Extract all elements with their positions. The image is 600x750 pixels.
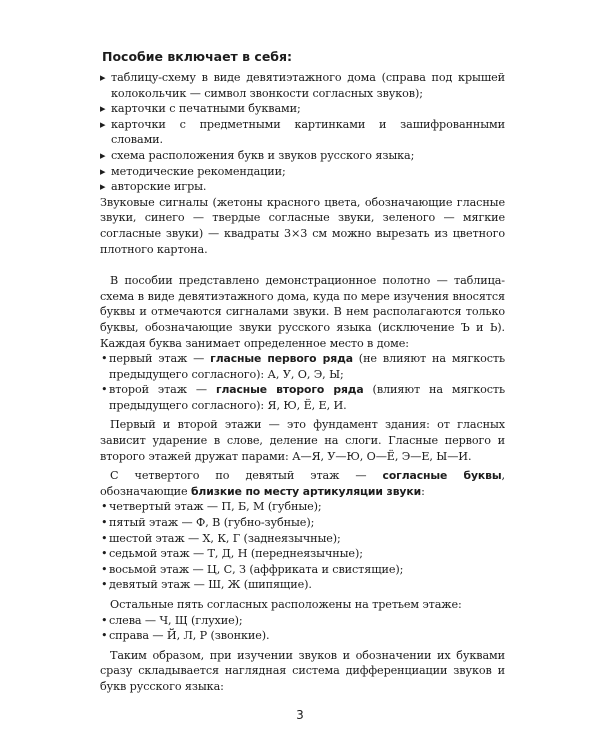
intro-paragraph: В пособии представлено демонстрационное полотно — таблица-схема в виде девятиэтажного дома, куда по мере изучения вносятся буквы и отмечаются сигналами звуки. В нем располагаются только буквы, обозначающие звуки русского языка (исключение Ъ и Ь). Каждая буква занимает определенное место в доме: <box>100 274 505 350</box>
consonants-intro-paragraph <box>100 468 505 499</box>
floor-description: (влияют на мягкость предыдущего согласного): Я, Ю, Ё, Е, И. <box>109 383 505 412</box>
list-item: ▸ авторские игры. <box>100 179 505 195</box>
third-floor-list <box>100 613 505 644</box>
list-item: ▸ методические рекомендации; <box>100 164 505 180</box>
list-item: ▸ схема расположения букв и звуков русского языка; <box>100 148 505 164</box>
conclusion-paragraph: Таким образом, при изучении звуков и обозначении их буквами сразу складывается наглядная система дифференциации звуков и букв русского языка: <box>100 648 505 693</box>
list-item <box>100 351 505 382</box>
kit-contents-list <box>100 70 505 195</box>
list-item: ▸ таблицу-схему в виде девятиэтажного дома (справа под крышей колокольчик — символ звонкости согласных звуков); <box>100 70 505 101</box>
list-item: • пятый этаж — Ф, В (губно-зубные); <box>100 515 505 531</box>
list-item: • четвертый этаж — П, Б, М (губные); <box>100 499 505 515</box>
vowel-floors-list <box>100 351 505 413</box>
consonants-middle: , обозначающие <box>100 469 505 498</box>
floor-description: (не влияют на мягкость предыдущего согласного): А, У, О, Э, Ы; <box>109 352 505 381</box>
list-item: • седьмой этаж — Т, Д, Н (переднеязычные); <box>100 546 505 562</box>
foundation-paragraph: Первый и второй этажи — это фундамент здания: от гласных зависит ударение в слове, деление на слоги. Гласные первого и второго этажей дружат парами: А—Я, У—Ю, О—Ё, Э—Е, Ы—И. <box>100 418 505 463</box>
list-item: ▸ карточки с печатными буквами; <box>100 101 505 117</box>
list-item: • шестой этаж — Х, К, Г (заднеязычные); <box>100 531 505 547</box>
floor-prefix: второй этаж — <box>109 383 216 397</box>
consonants-prefix: С четвертого по девятый этаж — <box>110 469 383 483</box>
floor-prefix: первый этаж — <box>109 352 211 366</box>
list-item: • девятый этаж — Ш, Ж (шипящие). <box>100 577 505 593</box>
third-floor-paragraph: Остальные пять согласных расположены на третьем этаже: <box>110 598 462 611</box>
page-content <box>100 49 505 695</box>
floor-bold-term: гласные первого ряда <box>210 352 353 366</box>
list-item: • справа — Й, Л, Р (звонкие). <box>100 628 505 644</box>
list-item: • восьмой этаж — Ц, С, З (аффриката и свистящие); <box>100 562 505 578</box>
page-number: 3 <box>296 708 304 722</box>
consonant-floors-list <box>100 499 505 593</box>
section-heading: Пособие включает в себя: <box>102 49 293 64</box>
sound-signals-paragraph: Звуковые сигналы (жетоны красного цвета, обозначающие гласные звуки, синего — твердые согласные звуки, зеленого — мягкие согласные звуки) — квадраты 3×3 см можно вырезать из цветного плотного картона. <box>100 195 505 256</box>
floor-bold-term: гласные второго ряда <box>215 383 364 397</box>
list-item: ▸ карточки с предметными картинками и зашифрованными словами. <box>100 117 505 148</box>
list-item: • слева — Ч, Щ (глухие); <box>100 613 505 629</box>
consonants-bold-term: согласные буквы <box>382 469 502 483</box>
list-item <box>100 382 505 413</box>
consonants-suffix: : <box>421 484 425 498</box>
consonants-bold-term-2: близкие по месту артикуляции звуки <box>190 484 422 498</box>
